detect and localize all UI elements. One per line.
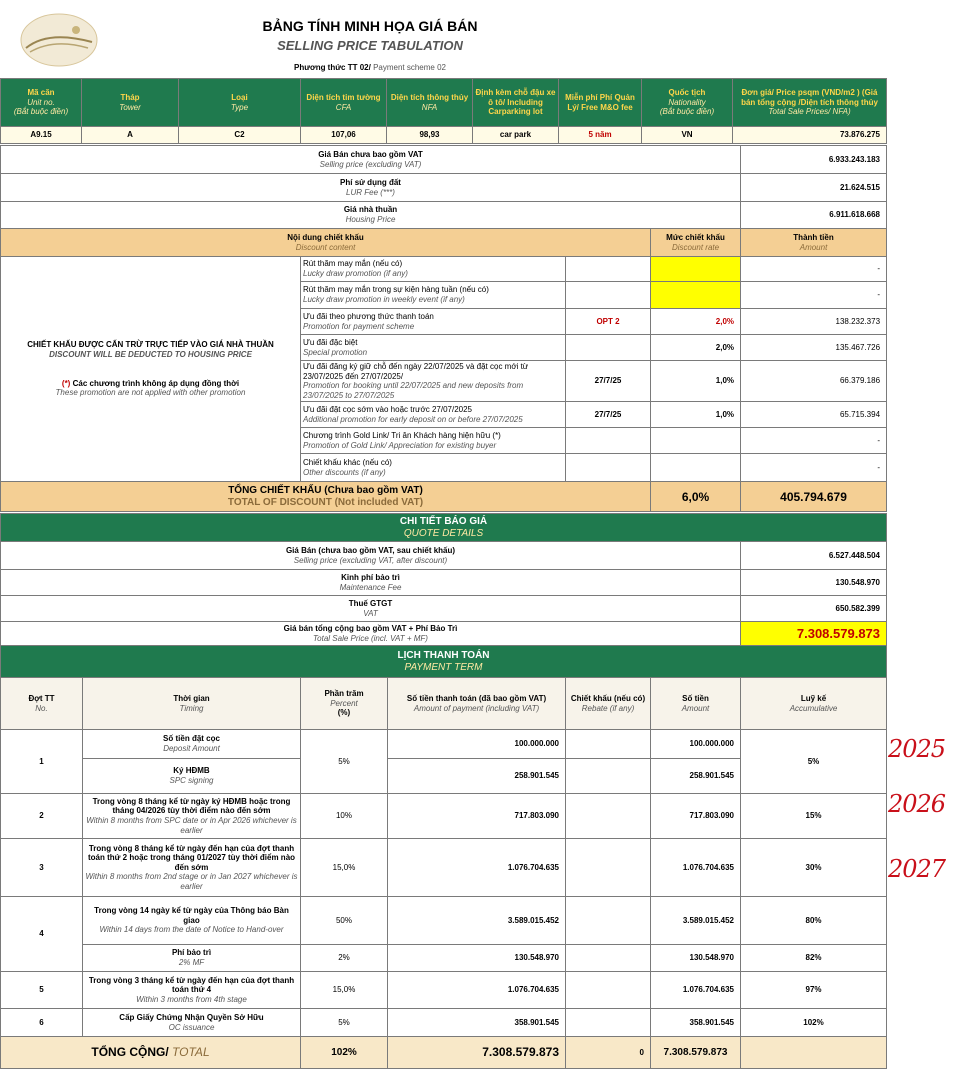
discount-code xyxy=(566,454,651,482)
discount-item: Ưu đãi đặt cọc sớm vào hoặc trước 27/07/2025 Additional promotion for early deposit on or before 27/07/2025 xyxy=(301,402,566,428)
payment-percent: 2% xyxy=(301,945,388,972)
payment-total-label: TỔNG CỘNG/ TOTAL xyxy=(1,1037,301,1069)
total-sale-price: 7.308.579.873 xyxy=(741,622,887,646)
discount-code xyxy=(566,282,651,309)
payment-no: 4 xyxy=(1,897,83,972)
handwritten-year: 2025 xyxy=(888,735,946,763)
discount-rate: 2,0% xyxy=(651,335,741,361)
payment-title: LỊCH THANH TOÁN PAYMENT TERM xyxy=(1,646,887,678)
header-nationality: Quốc tịch Nationality (Bắt buộc điền) xyxy=(642,79,733,127)
discount-amount: 65.715.394 xyxy=(741,402,887,428)
payment-amount: 258.901.545 xyxy=(651,759,741,794)
discount-code xyxy=(566,257,651,282)
payment-accumulative: 5% xyxy=(741,730,887,794)
payment-accumulative: 102% xyxy=(741,1009,887,1037)
price-psqm-value: 73.876.275 xyxy=(733,127,887,144)
payment-amount: 3.589.015.452 xyxy=(651,897,741,945)
payment-amount: 1.076.704.635 xyxy=(651,839,741,897)
payment-no: 1 xyxy=(1,730,83,794)
discount-table xyxy=(0,228,887,512)
discount-total-amount: 405.794.679 xyxy=(741,482,887,512)
discount-rate xyxy=(651,454,741,482)
payment-rebate xyxy=(566,839,651,897)
carpark-value: car park xyxy=(473,127,559,144)
payment-accumulative: 15% xyxy=(741,794,887,839)
payment-pay: 717.803.090 xyxy=(388,794,566,839)
payment-rebate xyxy=(566,730,651,759)
discount-rate xyxy=(651,282,741,309)
handwritten-year: 2026 xyxy=(888,790,946,818)
payment-timing: Ký HĐMB SPC signing xyxy=(83,759,301,794)
payment-percent: 10% xyxy=(301,794,388,839)
discount-amount: 138.232.373 xyxy=(741,309,887,335)
payment-amount: 717.803.090 xyxy=(651,794,741,839)
discount-rate: 1,0% xyxy=(651,361,741,402)
payment-accumulative: 30% xyxy=(741,839,887,897)
header-carpark: Định kèm chỗ đậu xe ô tô/ Including Carparking lot xyxy=(473,79,559,127)
discount-note: CHIẾT KHẤU ĐƯỢC CẤN TRỪ TRỰC TIẾP VÀO GIÁ NHÀ THUẦN DISCOUNT WILL BE DEDUCTED TO HOUSING PRICE (*) Các chương trình không áp dụng đồng thời These promotion are not applied with other promotion xyxy=(1,257,301,482)
payment-amount: 358.901.545 xyxy=(651,1009,741,1037)
header-free-mo: Miễn phí Phí Quản Lý/ Free M&O fee xyxy=(559,79,642,127)
payment-pay: 1.076.704.635 xyxy=(388,839,566,897)
payment-percent: 50% xyxy=(301,897,388,945)
payment-accumulative: 82% xyxy=(741,945,887,972)
discount-total-rate: 6,0% xyxy=(651,482,741,512)
payment-accumulative: 80% xyxy=(741,897,887,945)
payment-pay: 100.000.000 xyxy=(388,730,566,759)
discount-amount: - xyxy=(741,454,887,482)
payment-header-accumulative: Luỹ kế Accumulative xyxy=(741,678,887,730)
header-unit-no: Mã căn Unit no. (Bắt buộc điền) xyxy=(1,79,82,127)
payment-accumulative: 97% xyxy=(741,972,887,1009)
payment-percent: 5% xyxy=(301,1009,388,1037)
quote-row-label: Giá Bán (chưa bao gồm VAT, sau chiết khấu) Selling price (excluding VAT, after discount) xyxy=(1,542,741,570)
payment-header-rebate: Chiết khấu (nếu có) Rebate (if any) xyxy=(566,678,651,730)
payment-percent: 5% xyxy=(301,730,388,794)
tower-value: A xyxy=(82,127,179,144)
discount-item: Chương trình Gold Link/ Tri ân Khách hàng hiện hữu (*) Promotion of Gold Link/ Appreciation for existing buyer xyxy=(301,428,566,454)
payment-total-percent: 102% xyxy=(301,1037,388,1069)
payment-no: 3 xyxy=(1,839,83,897)
page-subtitle: SELLING PRICE TABULATION xyxy=(277,38,463,53)
payment-rebate xyxy=(566,945,651,972)
payment-rebate xyxy=(566,794,651,839)
type-value: C2 xyxy=(179,127,301,144)
discount-code: OPT 2 xyxy=(566,309,651,335)
quote-row-label: Thuế GTGT VAT xyxy=(1,596,741,622)
discount-item: Chiết khấu khác (nếu có) Other discounts (if any) xyxy=(301,454,566,482)
quote-row-value: 130.548.970 xyxy=(741,570,887,596)
discount-item: Rút thăm may mắn trong sự kiện hàng tuần (nếu có) Lucky draw promotion in weekly event (if any) xyxy=(301,282,566,309)
discount-code: 27/7/25 xyxy=(566,361,651,402)
unit-no-value: A9.15 xyxy=(1,127,82,144)
payment-pay: 130.548.970 xyxy=(388,945,566,972)
payment-total-amount: 7.308.579.873 xyxy=(651,1037,741,1069)
price-row-value: 21.624.515 xyxy=(741,174,887,202)
price-row-label: Giá nhà thuần Housing Price xyxy=(1,202,741,229)
discount-rate xyxy=(651,428,741,454)
payment-pay: 358.901.545 xyxy=(388,1009,566,1037)
discount-item: Ưu đãi đăng ký giữ chỗ đến ngày 22/07/2025 và đặt cọc mới từ 23/07/2025 đến 27/07/2025/ Promotion for booking until 22/07/2025 and new deposits from 23/07/2025 to 27/07/2025 xyxy=(301,361,566,402)
price-table xyxy=(0,145,887,229)
discount-amount: - xyxy=(741,257,887,282)
price-row-label: Phí sử dụng đất LUR Fee (***) xyxy=(1,174,741,202)
payment-no: 5 xyxy=(1,972,83,1009)
nfa-value: 98,93 xyxy=(387,127,473,144)
page-title: BẢNG TÍNH MINH HỌA GIÁ BÁN xyxy=(262,18,478,34)
payment-percent: 15,0% xyxy=(301,972,388,1009)
payment-amount: 130.548.970 xyxy=(651,945,741,972)
discount-item: Ưu đãi đặc biệt Special promotion xyxy=(301,335,566,361)
payment-no: 2 xyxy=(1,794,83,839)
payment-timing: Số tiền đặt cọc Deposit Amount xyxy=(83,730,301,759)
payment-total-pay: 7.308.579.873 xyxy=(388,1037,566,1069)
discount-rate: 1,0% xyxy=(651,402,741,428)
quote-title: CHI TIẾT BÁO GIÁ QUOTE DETAILS xyxy=(1,514,887,542)
payment-scheme: Phương thức TT 02/ Payment scheme 02 xyxy=(293,63,446,72)
payment-table xyxy=(0,645,887,1069)
handwritten-year: 2027 xyxy=(888,855,946,883)
payment-timing: Trong vòng 14 ngày kể từ ngày của Thông báo Bàn giao Within 14 days from the date of Notice to Hand-over xyxy=(83,897,301,945)
payment-header-amount: Số tiền Amount xyxy=(651,678,741,730)
payment-rebate xyxy=(566,972,651,1009)
payment-header-percent: Phần trăm Percent (%) xyxy=(301,678,388,730)
unit-table xyxy=(0,78,887,144)
payment-timing: Trong vòng 8 tháng kể từ ngày đến hạn của đợt thanh toán thứ 2 hoặc trong tháng 01/2027 tùy thời điểm nào đến sớm Within 8 months from 2nd stage or in Jan 2027 whichever is earlier xyxy=(83,839,301,897)
payment-rebate xyxy=(566,759,651,794)
header-price-psqm: Đơn giá/ Price psqm (VND/m2 ) (Giá bán tổng cộng /Diện tích thông thủy Total Sale Prices/ NFA) xyxy=(733,79,887,127)
discount-code xyxy=(566,335,651,361)
price-row-value: 6.911.618.668 xyxy=(741,202,887,229)
payment-pay: 3.589.015.452 xyxy=(388,897,566,945)
payment-percent: 15,0% xyxy=(301,839,388,897)
cfa-value: 107,06 xyxy=(301,127,387,144)
discount-rate xyxy=(651,257,741,282)
payment-rebate xyxy=(566,1009,651,1037)
nationality-value: VN xyxy=(642,127,733,144)
price-row-label: Giá Bán chưa bao gồm VAT Selling price (excluding VAT) xyxy=(1,146,741,174)
discount-item: Ưu đãi theo phương thức thanh toán Promotion for payment scheme xyxy=(301,309,566,335)
payment-header-pay: Số tiền thanh toán (đã bao gồm VAT) Amount of payment (including VAT) xyxy=(388,678,566,730)
discount-code: 27/7/25 xyxy=(566,402,651,428)
discount-rate-header: Mức chiết khấu Discount rate xyxy=(651,229,741,257)
payment-header-no: Đợt TT No. xyxy=(1,678,83,730)
payment-timing: Trong vòng 3 tháng kể từ ngày đến hạn của đợt thanh toán thứ 4 Within 3 months from 4th stage xyxy=(83,972,301,1009)
discount-amount: 135.467.726 xyxy=(741,335,887,361)
header-tower: Tháp Tower xyxy=(82,79,179,127)
payment-amount: 100.000.000 xyxy=(651,730,741,759)
discount-amount: 66.379.186 xyxy=(741,361,887,402)
price-row-value: 6.933.243.183 xyxy=(741,146,887,174)
discount-amount: - xyxy=(741,428,887,454)
discount-item: Rút thăm may mắn (nếu có) Lucky draw promotion (if any) xyxy=(301,257,566,282)
quote-row-value: 650.582.399 xyxy=(741,596,887,622)
header-cfa: Diện tích tim tường CFA xyxy=(301,79,387,127)
payment-rebate xyxy=(566,897,651,945)
payment-total-rebate: 0 xyxy=(566,1037,651,1069)
discount-amount-header: Thành tiền Amount xyxy=(741,229,887,257)
free-mo-value: 5 năm xyxy=(559,127,642,144)
discount-code xyxy=(566,428,651,454)
quote-table xyxy=(0,513,887,646)
header-type: Loại Type xyxy=(179,79,301,127)
quote-row-value: 6.527.448.504 xyxy=(741,542,887,570)
payment-pay: 1.076.704.635 xyxy=(388,972,566,1009)
discount-content-header: Nội dung chiết khấu Discount content xyxy=(1,229,651,257)
payment-no: 6 xyxy=(1,1009,83,1037)
payment-total-accumulative xyxy=(741,1037,887,1069)
payment-timing: Trong vòng 8 tháng kể từ ngày ký HĐMB hoặc trong tháng 04/2026 tùy thời điểm nào đến sớm Within 8 months from SPC date or in Apr 2026 whichever is earlier xyxy=(83,794,301,839)
quote-row-label: Giá bán tổng cộng bao gồm VAT + Phí Bảo Trì Total Sale Price (incl. VAT + MF) xyxy=(1,622,741,646)
discount-amount: - xyxy=(741,282,887,309)
payment-timing: Phí bảo trì 2% MF xyxy=(83,945,301,972)
payment-timing: Cấp Giấy Chứng Nhận Quyền Sở Hữu OC issuance xyxy=(83,1009,301,1037)
header-nfa: Diện tích thông thủy NFA xyxy=(387,79,473,127)
discount-rate: 2,0% xyxy=(651,309,741,335)
payment-header-timing: Thời gian Timing xyxy=(83,678,301,730)
discount-total-label: TỔNG CHIẾT KHẤU (Chưa bao gồm VAT) TOTAL OF DISCOUNT (Not included VAT) xyxy=(1,482,651,512)
quote-row-label: Kinh phí bảo trì Maintenance Fee xyxy=(1,570,741,596)
payment-pay: 258.901.545 xyxy=(388,759,566,794)
payment-amount: 1.076.704.635 xyxy=(651,972,741,1009)
